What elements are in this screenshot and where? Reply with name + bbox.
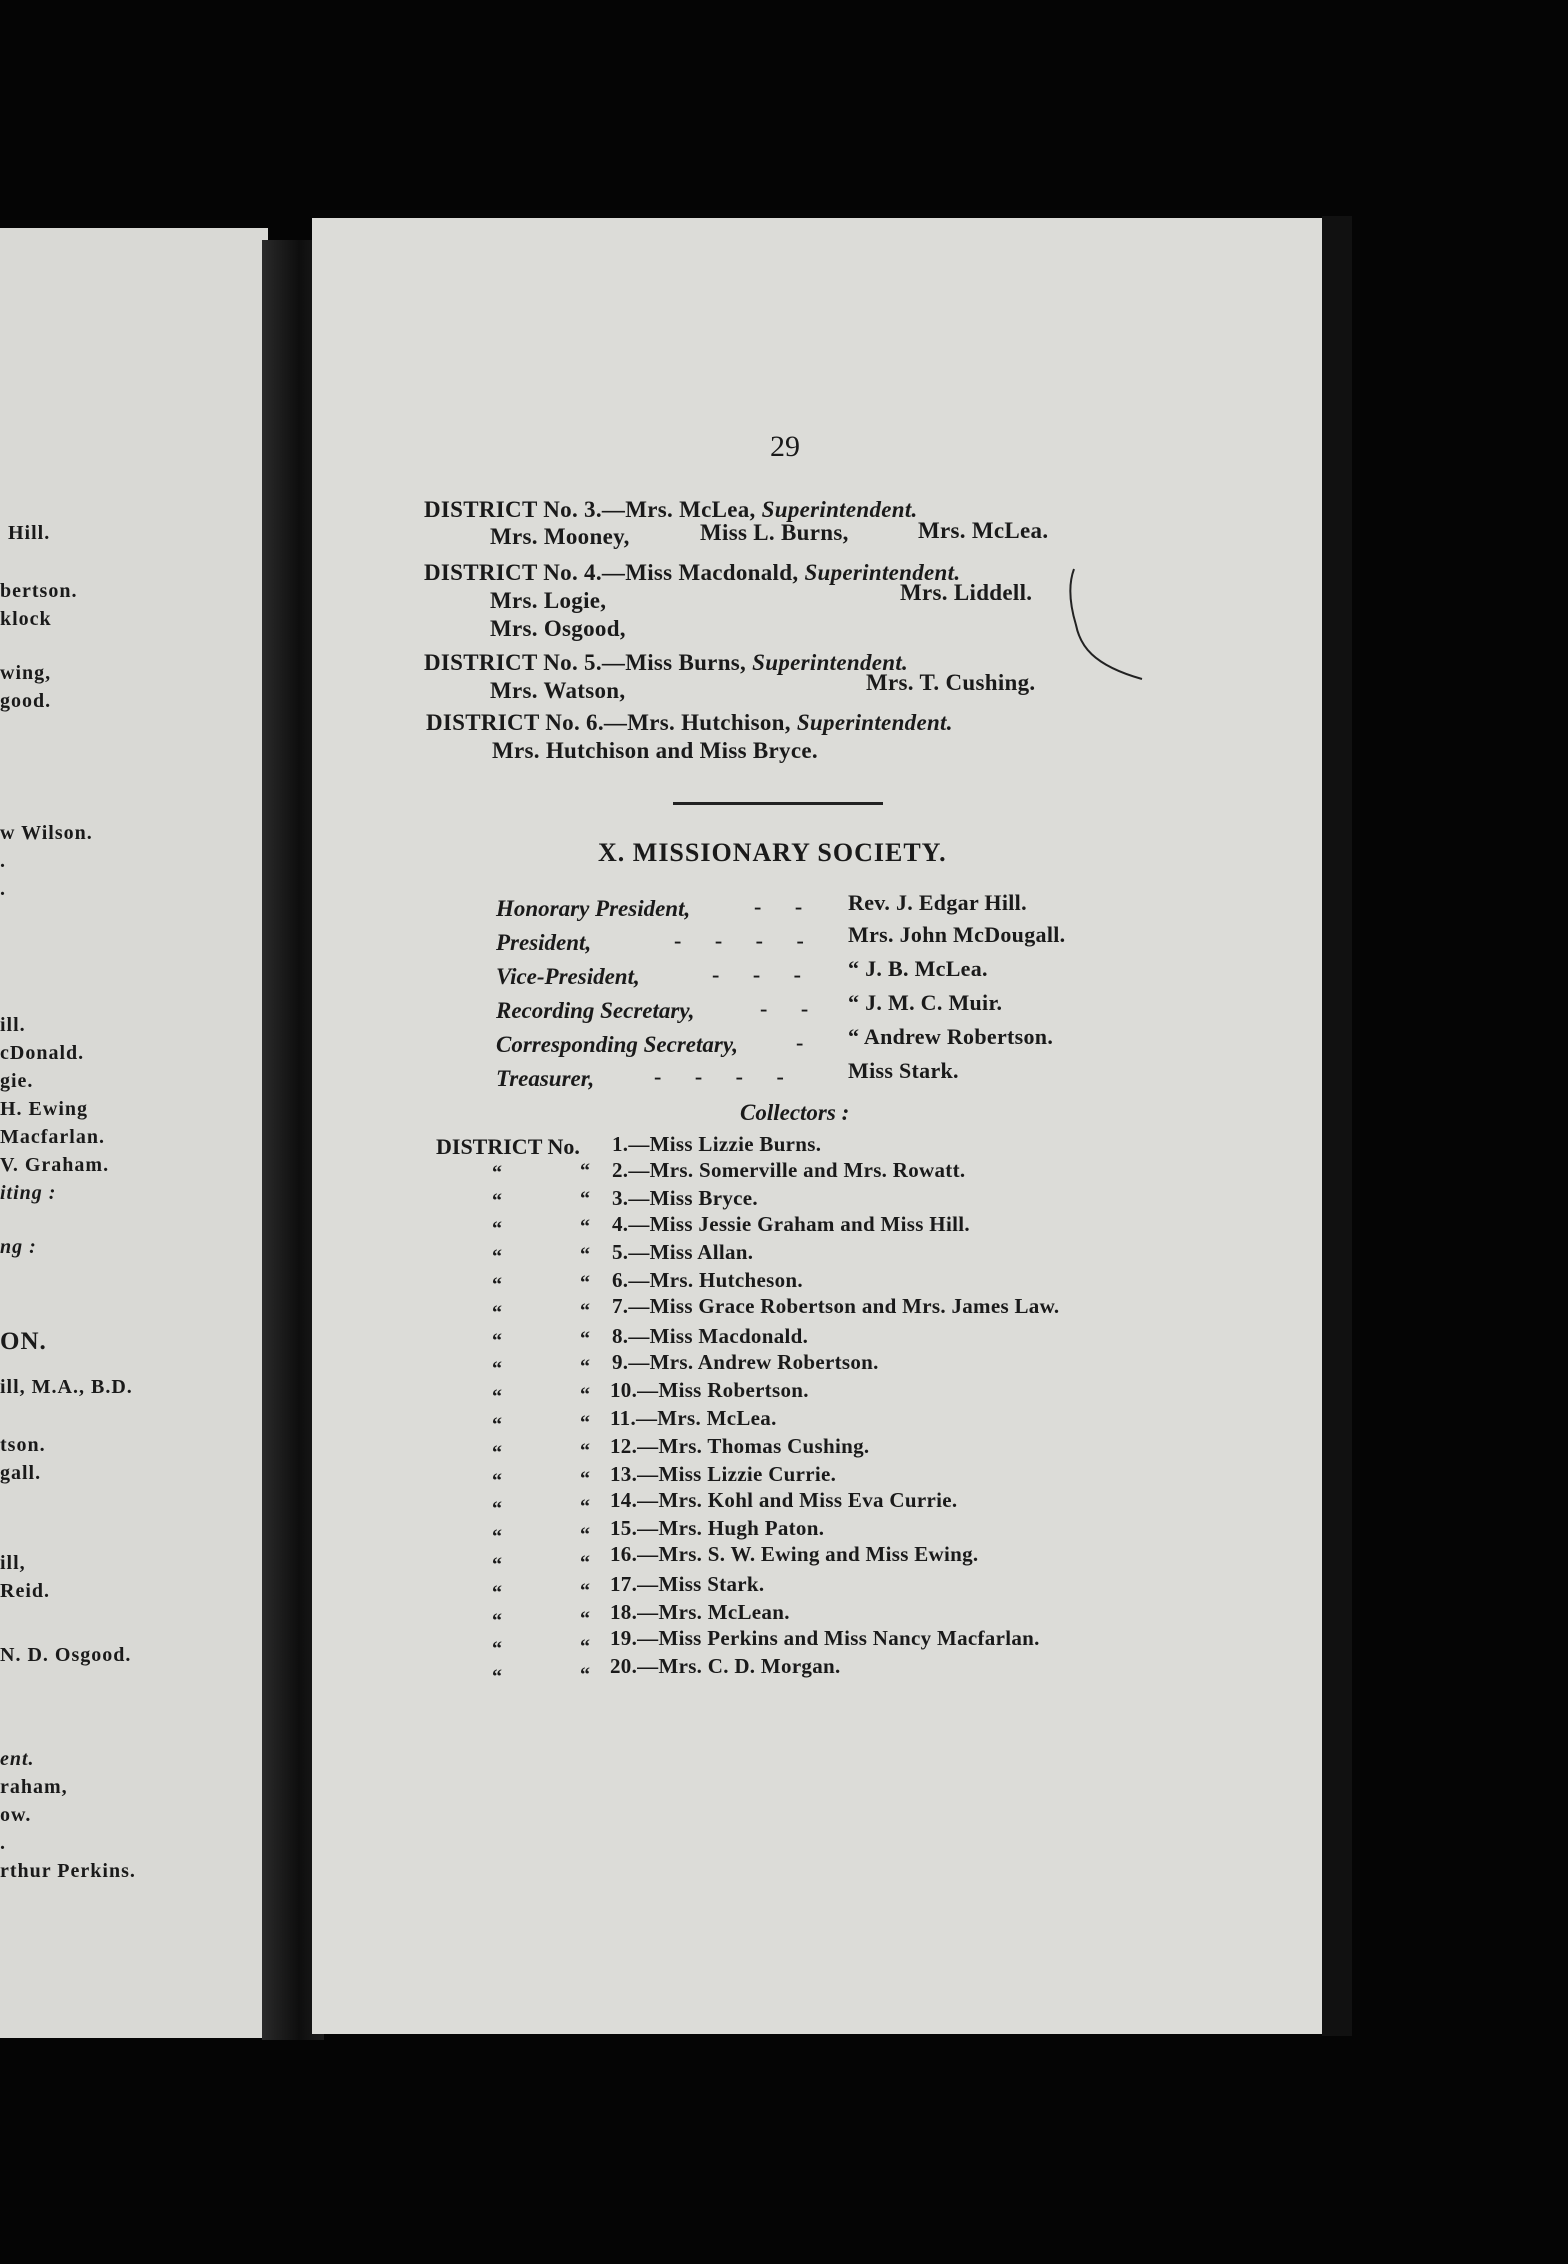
district-heading xyxy=(426,710,953,736)
ditto-mark: “ xyxy=(580,1468,590,1490)
ditto-mark: “ xyxy=(580,1496,590,1518)
ditto-mark: “ xyxy=(580,1300,590,1322)
officer-role: Vice-President, xyxy=(496,964,640,989)
district-member: Mrs. McLea. xyxy=(918,518,1049,543)
ditto-mark: “ xyxy=(492,1330,502,1352)
left-page-line: Hill. xyxy=(8,522,51,544)
ditto-mark: “ xyxy=(492,1638,502,1660)
left-page-line: ill, M.A., B.D. xyxy=(0,1376,133,1398)
ditto-mark: “ xyxy=(492,1498,502,1520)
left-page-line: klock xyxy=(0,608,52,630)
officer-leader: - - xyxy=(754,894,817,919)
section-divider xyxy=(673,802,883,805)
collectors-district-label: DISTRICT No. xyxy=(436,1134,580,1159)
ditto-mark: “ xyxy=(580,1384,590,1406)
collector-entry: 15.—Mrs. Hugh Paton. xyxy=(610,1516,825,1540)
left-page-line: ON. xyxy=(0,1328,47,1355)
left-page-line: ill. xyxy=(0,1014,26,1036)
officer-role: Recording Secretary, xyxy=(496,998,695,1023)
left-page-line: H. Ewing xyxy=(0,1098,89,1120)
left-page-line: ent. xyxy=(0,1748,35,1770)
collector-entry: 5.—Miss Allan. xyxy=(612,1240,754,1264)
officer-leader: - - - - xyxy=(654,1064,798,1089)
ditto-mark: “ xyxy=(492,1190,502,1212)
left-page-line: w Wilson. xyxy=(0,822,93,844)
district-heading xyxy=(424,650,908,676)
ditto-mark: “ xyxy=(492,1414,502,1436)
ditto-mark: “ xyxy=(580,1636,590,1658)
left-page-line: good. xyxy=(0,690,52,712)
ditto-mark: “ xyxy=(492,1218,502,1240)
ditto-mark: “ xyxy=(580,1244,590,1266)
district-member: Mrs. Mooney, xyxy=(490,524,630,549)
district-member: Mrs. Osgood, xyxy=(490,616,626,641)
collector-entry: 14.—Mrs. Kohl and Miss Eva Currie. xyxy=(610,1488,958,1512)
ditto-mark: “ xyxy=(580,1552,590,1574)
left-page-line: ill, xyxy=(0,1552,26,1574)
page-edge-shadow xyxy=(1322,216,1352,2036)
ditto-mark: “ xyxy=(492,1582,502,1604)
district-role: Superintendent. xyxy=(752,650,909,675)
left-page-line: cDonald. xyxy=(0,1042,85,1064)
collector-entry: 18.—Mrs. McLean. xyxy=(610,1600,790,1624)
district-head-text: DISTRICT No. 4.—Miss Macdonald, xyxy=(424,560,805,585)
ditto-mark: “ xyxy=(580,1328,590,1350)
collector-entry: 16.—Mrs. S. W. Ewing and Miss Ewing. xyxy=(610,1542,979,1566)
left-page-line: . xyxy=(0,878,6,900)
officer-role: Honorary President, xyxy=(496,896,691,921)
right-page xyxy=(312,218,1322,2034)
officer-name: Miss Stark. xyxy=(848,1058,959,1083)
left-page-line: rthur Perkins. xyxy=(0,1860,136,1882)
ditto-mark: “ xyxy=(580,1356,590,1378)
collector-entry: 6.—Mrs. Hutcheson. xyxy=(612,1268,803,1292)
collectors-heading: Collectors : xyxy=(740,1100,850,1125)
collector-entry: 4.—Miss Jessie Graham and Miss Hill. xyxy=(612,1212,970,1236)
ditto-mark: “ xyxy=(580,1664,590,1686)
left-page-line: raham, xyxy=(0,1776,68,1798)
pencil-bracket-mark xyxy=(1062,565,1152,685)
left-page xyxy=(0,228,268,2038)
ditto-mark: “ xyxy=(580,1412,590,1434)
collector-entry: 20.—Mrs. C. D. Morgan. xyxy=(610,1654,841,1678)
district-head-text: DISTRICT No. 5.—Miss Burns, xyxy=(424,650,753,675)
ditto-mark: “ xyxy=(492,1274,502,1296)
left-page-line: . xyxy=(0,1832,6,1854)
district-heading xyxy=(424,560,960,586)
collector-entry: 11.—Mrs. McLea. xyxy=(610,1406,777,1430)
left-page-line: wing, xyxy=(0,662,52,684)
district-member: Mrs. Watson, xyxy=(490,678,626,703)
district-role: Superintendent. xyxy=(804,560,961,585)
ditto-mark: “ xyxy=(580,1188,590,1210)
collector-entry: 9.—Mrs. Andrew Robertson. xyxy=(612,1350,879,1374)
page-number: 29 xyxy=(770,430,800,463)
district-head-text: DISTRICT No. 3.—Mrs. McLea, xyxy=(424,497,762,522)
ditto-mark: “ xyxy=(580,1216,590,1238)
district-head-text: DISTRICT No. 6.—Mrs. Hutchison, xyxy=(426,710,797,735)
ditto-mark: “ xyxy=(580,1160,590,1182)
left-page-line: bertson. xyxy=(0,580,78,602)
left-page-line: gall. xyxy=(0,1462,42,1484)
officer-leader: - xyxy=(796,1030,818,1055)
collector-entry: 12.—Mrs. Thomas Cushing. xyxy=(610,1434,870,1458)
ditto-mark: “ xyxy=(492,1470,502,1492)
officer-name: “ J. M. C. Muir. xyxy=(848,990,1003,1015)
collector-entry: 3.—Miss Bryce. xyxy=(612,1186,758,1210)
left-page-line: . xyxy=(0,850,6,872)
district-member: Mrs. Liddell. xyxy=(900,580,1033,605)
officer-name: Rev. J. Edgar Hill. xyxy=(848,890,1027,915)
district-member: Mrs. Hutchison and Miss Bryce. xyxy=(492,738,818,763)
left-page-line: ng : xyxy=(0,1236,37,1258)
ditto-mark: “ xyxy=(492,1246,502,1268)
ditto-mark: “ xyxy=(580,1272,590,1294)
ditto-mark: “ xyxy=(580,1524,590,1546)
ditto-mark: “ xyxy=(580,1440,590,1462)
ditto-mark: “ xyxy=(580,1608,590,1630)
collector-entry: 8.—Miss Macdonald. xyxy=(612,1324,809,1348)
ditto-mark: “ xyxy=(492,1358,502,1380)
collector-entry: 7.—Miss Grace Robertson and Mrs. James Law. xyxy=(612,1294,1060,1318)
district-role: Superintendent. xyxy=(796,710,953,735)
officer-leader: - - - xyxy=(712,962,815,987)
left-page-line: V. Graham. xyxy=(0,1154,110,1176)
district-role: Superintendent. xyxy=(761,497,918,522)
collector-entry: 17.—Miss Stark. xyxy=(610,1572,765,1596)
ditto-mark: “ xyxy=(492,1386,502,1408)
collector-entry: 2.—Mrs. Somerville and Mrs. Rowatt. xyxy=(612,1158,966,1182)
left-page-line: Reid. xyxy=(0,1580,50,1602)
ditto-mark: “ xyxy=(492,1666,502,1688)
left-page-line: N. D. Osgood. xyxy=(0,1644,132,1666)
officer-role: Treasurer, xyxy=(496,1066,595,1091)
left-page-line: iting : xyxy=(0,1182,57,1204)
district-member: Mrs. Logie, xyxy=(490,588,607,613)
officer-leader: - - - - xyxy=(674,928,818,953)
officer-name: “ J. B. McLea. xyxy=(848,956,988,981)
left-page-line: ow. xyxy=(0,1804,32,1826)
collector-entry: 1.—Miss Lizzie Burns. xyxy=(612,1132,822,1156)
section-title: X. MISSIONARY SOCIETY. xyxy=(598,838,947,867)
ditto-mark: “ xyxy=(492,1526,502,1548)
officer-name: Mrs. John McDougall. xyxy=(848,922,1066,947)
ditto-mark: “ xyxy=(580,1580,590,1602)
ditto-mark: “ xyxy=(492,1162,502,1184)
left-page-line: tson. xyxy=(0,1434,46,1456)
ditto-mark: “ xyxy=(492,1610,502,1632)
collector-entry: 13.—Miss Lizzie Currie. xyxy=(610,1462,837,1486)
officer-name: “ Andrew Robertson. xyxy=(848,1024,1054,1049)
left-page-line: gie. xyxy=(0,1070,34,1092)
district-member: Mrs. T. Cushing. xyxy=(866,670,1036,695)
collector-entry: 19.—Miss Perkins and Miss Nancy Macfarlan. xyxy=(610,1626,1040,1650)
ditto-mark: “ xyxy=(492,1554,502,1576)
officer-role: Corresponding Secretary, xyxy=(496,1032,738,1057)
officer-leader: - - xyxy=(760,996,823,1021)
collector-entry: 10.—Miss Robertson. xyxy=(610,1378,809,1402)
left-page-line: Macfarlan. xyxy=(0,1126,105,1148)
ditto-mark: “ xyxy=(492,1302,502,1324)
ditto-mark: “ xyxy=(492,1442,502,1464)
officer-role: President, xyxy=(496,930,592,955)
district-member: Miss L. Burns, xyxy=(700,520,849,545)
